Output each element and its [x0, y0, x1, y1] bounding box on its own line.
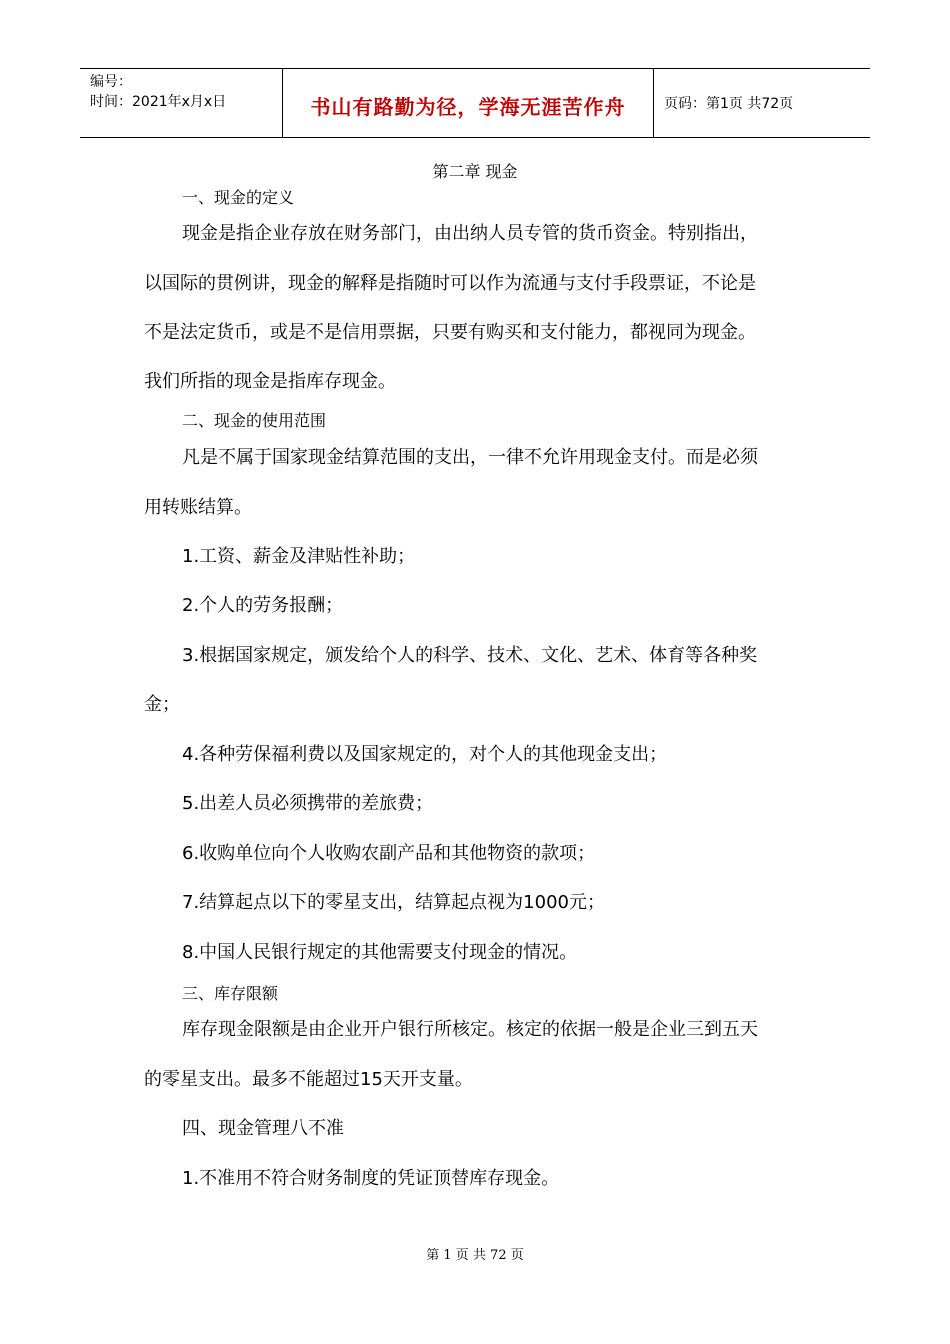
section-heading-usage-scope: 二、现金的使用范围	[182, 411, 327, 430]
date-label: 时间：2021年x月x日	[90, 94, 227, 110]
paragraph-line: 的零星支出。最多不能超过15天开支量。	[144, 1069, 473, 1090]
list-item: 5.出差人员必须携带的差旅费；	[182, 793, 434, 814]
paragraph-line: 我们所指的现金是指库存现金。	[144, 371, 396, 392]
paragraph-line: 现金是指企业存放在财务部门，由出纳人员专管的货币资金。特别指出，	[182, 223, 758, 244]
list-item: 3.根据国家规定，颁发给个人的科学、技术、文化、艺术、体育等各种奖	[182, 645, 758, 666]
header-page-cell	[654, 69, 870, 137]
paragraph-line: 用转账结算。	[144, 497, 252, 518]
paragraph-line: 不是法定货币，或是不是信用票据，只要有购买和支付能力，都视同为现金。	[144, 322, 756, 343]
list-item: 1.不准用不符合财务制度的凭证顶替库存现金。	[182, 1168, 560, 1189]
section-heading-cash-limit: 三、库存限额	[182, 984, 279, 1003]
number-label: 编号：	[90, 74, 132, 90]
paragraph-line: 凡是不属于国家现金结算范围的支出，一律不允许用现金支付。而是必须	[182, 447, 758, 468]
paragraph-line: 库存现金限额是由企业开户银行所核定。核定的依据一般是企业三到五天	[182, 1019, 758, 1040]
section-heading-definition: 一、现金的定义	[182, 188, 295, 207]
motto: 书山有路勤为径，学海无涯苦作舟	[310, 95, 626, 119]
header-meta-cell	[80, 69, 283, 137]
chapter-title: 第二章 现金	[432, 162, 518, 181]
document-header	[80, 68, 870, 138]
list-item: 2.个人的劳务报酬；	[182, 595, 344, 616]
section-heading-eight-prohibitions: 四、现金管理八不准	[182, 1118, 344, 1139]
list-item: 6.收购单位向个人收购农副产品和其他物资的款项；	[182, 843, 596, 864]
list-item: 4.各种劳保福利费以及国家规定的，对个人的其他现金支出；	[182, 744, 668, 765]
page-footer: 第 1 页 共 72 页	[426, 1248, 524, 1263]
list-item: 1.工资、薪金及津贴性补助；	[182, 546, 416, 567]
list-item: 8.中国人民银行规定的其他需要支付现金的情况。	[182, 942, 578, 963]
list-item-continuation: 金；	[144, 694, 180, 715]
paragraph-line: 以国际的贯例讲，现金的解释是指随时可以作为流通与支付手段票证，不论是	[144, 273, 756, 294]
page-info: 页码：第1页 共72页	[664, 96, 794, 112]
header-motto-cell	[283, 69, 654, 137]
list-item: 7.结算起点以下的零星支出，结算起点视为1000元；	[182, 892, 605, 913]
